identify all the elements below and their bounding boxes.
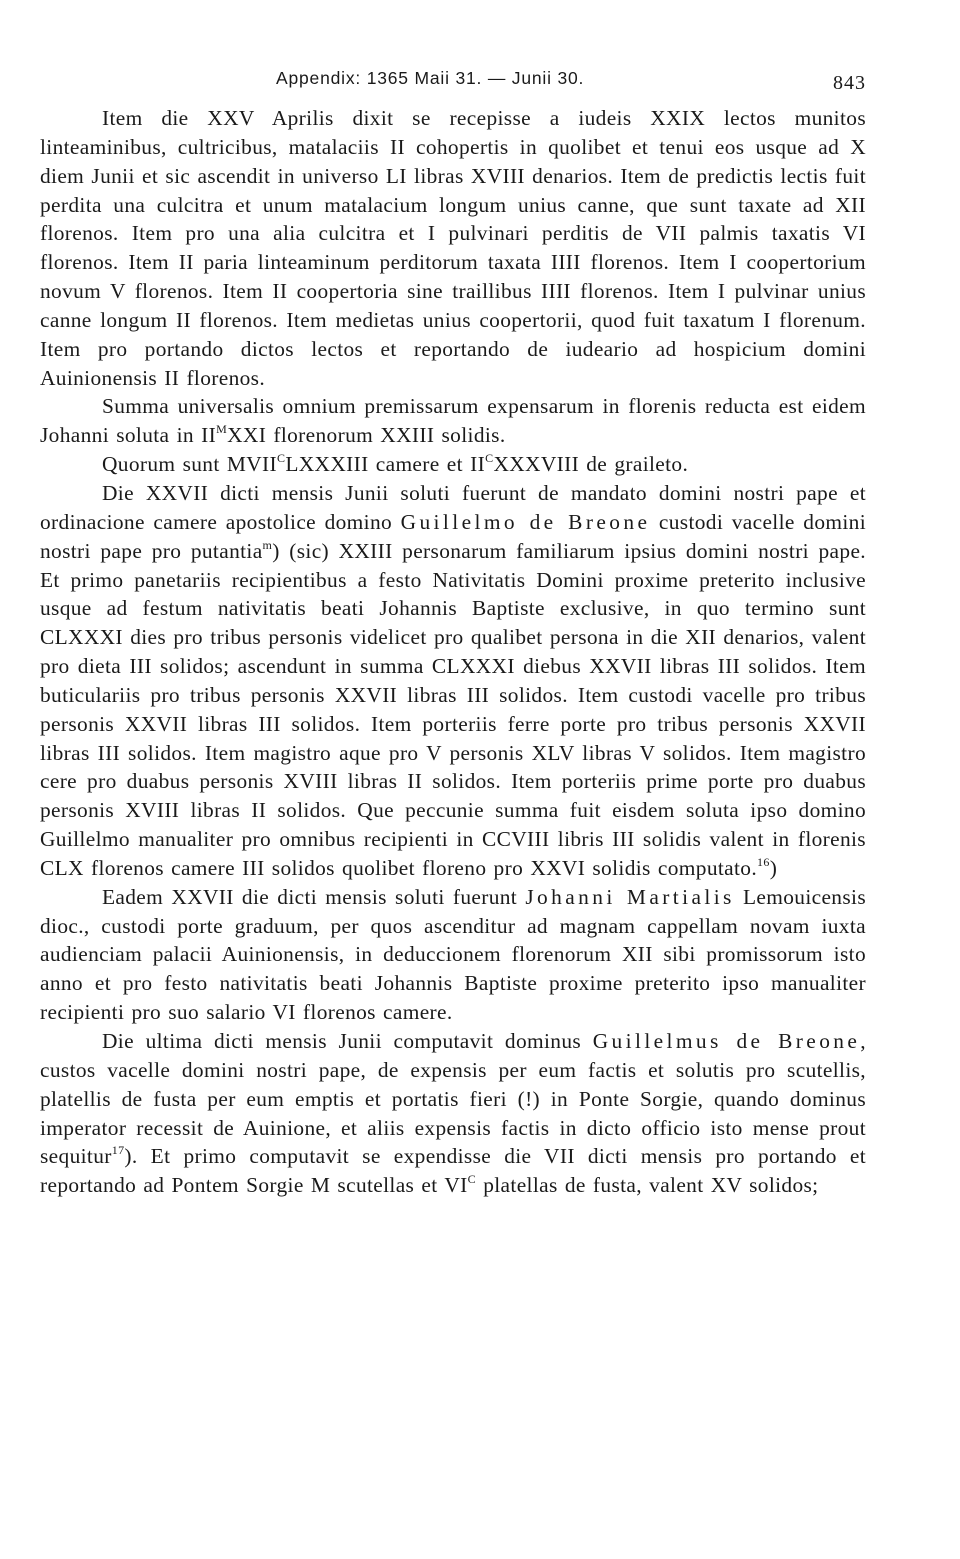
text-segment: Die ultima dicti mensis Junii computavit dominus <box>102 1029 593 1053</box>
paragraph <box>40 883 866 1027</box>
paragraph <box>40 1027 866 1200</box>
paragraph <box>40 392 866 450</box>
page-header <box>40 58 866 104</box>
text-segment: Summa universalis omnium premissarum expensarum in florenis reducta est eidem Johanni soluta in II <box>40 394 866 448</box>
text-segment: , custos vacelle domini nostri pape, de expensis per eum factis et solutis pro scutellis, platellis de fusta per eum emptis et portatis fieri (!) in Ponte Sorgie, quando dominus imperator recessit de Auinione, et aliis expensis factis in dicto officio isto mense prout sequitur <box>40 1029 866 1169</box>
superscript: 16 <box>757 854 770 869</box>
running-title: Appendix: 1365 Maii 31. — Junii 30. <box>276 68 585 88</box>
person-name: Johanni Martialis <box>525 884 735 909</box>
person-name: Guillelmus de Breone <box>592 1029 861 1053</box>
text-segment: Lemouicensis dioc., custodi porte graduum, per quos ascenditur ad magnam cappellam novam iuxta audienciam palacii Auinionensis, in deduccionem florenorum XII sibi promissorum isto anno et pro festo nativitatis beati Johannis Baptiste proxime preterito ipso manualiter recipienti pro suo salario VI florenos camere. <box>40 884 866 1025</box>
text-segment: XXXVIII de graileto. <box>493 452 689 477</box>
text-segment: ). Et primo computavit se expendisse die VII dicti mensis pro portando et reportando ad Pontem Sorgie M scutellas et VI <box>40 1144 866 1198</box>
paragraph <box>40 104 866 392</box>
body-text <box>40 104 866 1200</box>
page <box>40 58 866 1200</box>
superscript: C <box>467 1172 477 1187</box>
superscript: C <box>276 451 286 466</box>
person-name: Guillelmo de Breone <box>400 509 651 534</box>
superscript: M <box>216 422 228 437</box>
superscript: m <box>262 537 273 552</box>
superscript: 17 <box>111 1143 125 1158</box>
superscript: C <box>485 451 494 466</box>
text-segment: Quorum sunt MVII <box>102 452 277 477</box>
text-segment: Eadem XXVII die dicti mensis soluti fuerunt <box>102 884 526 909</box>
text-segment: Item die XXV Aprilis dixit se recepisse a iudeis XXIX lectos munitos linteaminibus, cultricibus, matalaciis II cohopertis in quolibet et tenui eos usque ad X diem Junii et sic ascendit in universo LI libras XVIII denarios. Item de predictis lectis fuit perdita una culcitra et unum matalacium longum unius canne, que sunt taxate ad XII florenos. Item pro una alia culcitra et I pulvinari perditis de VII palmis taxatis VI florenos. Item II paria linteaminum perditorum taxata IIII florenos. Item I coopertorium novum V florenos. Item II coopertoria sine traillibus IIII florenos. Item I pulvinar unius canne longum II florenos. Item medietas unius coopertorii, quod fuit taxatum I florenum. Item pro portando dictos lectos et reportando de iudeario ad hospicium domini Auinionensis II florenos. <box>40 106 866 390</box>
text-segment: platellas de fusta, valent XV solidos; <box>476 1173 819 1198</box>
text-segment: custodi vacelle domini nostri pape pro putantia <box>40 509 866 563</box>
text-segment: ) (sic) XXIII personarum familiarum ipsius domini nostri pape. Et primo panetariis recipientibus a festo Nativitatis Domini proxime preterito inclusive usque ad festum nativitatis beati Johannis Baptiste exclusive, in quo termino sunt CLXXXI dies pro tribus personis videlicet pro qualibet persona in die XII denarios, valent pro dieta III solidos; ascendunt in summa CLXXXI diebus XXVII libras III solidos. Item buticulariis pro tribus personis XXVII libras III solidos. Item custodi vacelle pro tribus personis XXVII libras III solidos. Item porteriis ferre porte pro tribus personis XXVII libras III solidos. Item magistro aque pro V personis XLV libras V solidos. Item magistro cere pro duabus personis XVIII libras II solidos. Item porteriis prime porte pro duabus personis XVIII libras II solidos. Que peccunie summa fuit eisdem soluta ipso domino Guillelmo manualiter pro omnibus recipienti in CCVIII libris III solidis valent in florenis CLX florenos camere III solidos quolibet floreno pro XXVI solidis computato. <box>40 538 866 880</box>
text-segment: XXI florenorum XXIII solidis. <box>227 423 506 448</box>
paragraph <box>40 479 866 883</box>
text-segment: ) <box>769 855 778 880</box>
text-segment: Die XXVII dicti mensis Junii soluti fuerunt de mandato domini nostri pape et ordinacione camere apostolice domino <box>40 480 866 534</box>
text-segment: LXXXIII camere et II <box>285 452 486 477</box>
paragraph <box>40 450 866 479</box>
page-number: 843 <box>833 72 866 94</box>
